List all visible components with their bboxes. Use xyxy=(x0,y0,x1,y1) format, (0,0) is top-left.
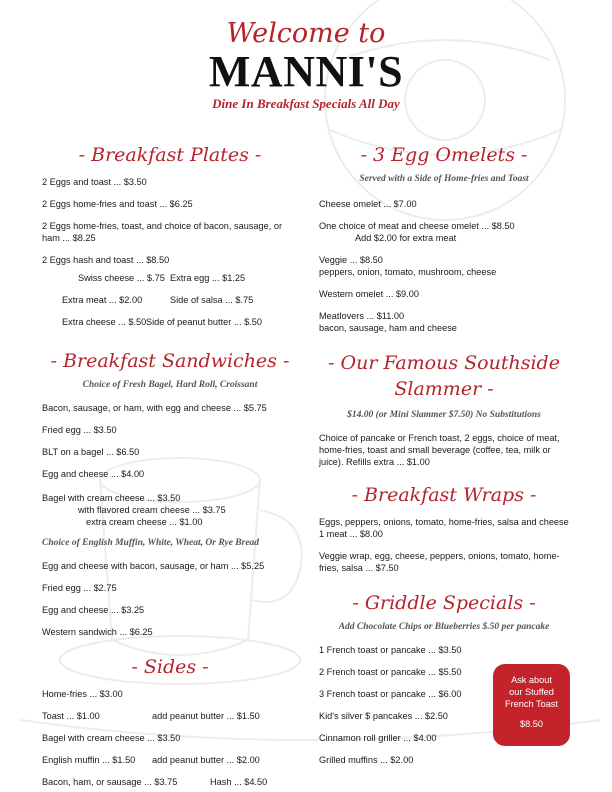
sides-row xyxy=(42,754,298,766)
callout-price: $8.50 xyxy=(520,719,543,729)
menu-item: Bagel with cream cheese ... $3.50 xyxy=(42,733,181,743)
menu-item xyxy=(180,732,298,744)
menu-item: Fried egg ... $2.75 xyxy=(42,583,117,593)
addon-item: Side of peanut butter ... $.50 xyxy=(146,317,262,327)
menu-item: 1 French toast or pancake ... $3.50 xyxy=(319,645,462,655)
addon-row xyxy=(42,316,298,328)
addon-item: Extra egg ... $1.25 xyxy=(170,273,246,283)
menu-item: Grilled muffins ... $2.00 xyxy=(319,755,414,765)
section-subtitle: Served with a Side of Home-fries and Toast xyxy=(359,174,529,184)
menu-item: Cheese omelet ... $7.00 xyxy=(319,199,417,209)
addon-item: Side of salsa ... $.75 xyxy=(170,295,254,305)
menu-item: Western sandwich ... $6.25 xyxy=(42,627,153,637)
addon-item: Extra cheese ... $.50 xyxy=(62,317,147,327)
menu-item: 2 Eggs and toast ... $3.50 xyxy=(42,177,147,187)
menu-item: English muffin ... $1.50 xyxy=(42,755,136,765)
sides-row xyxy=(42,688,298,700)
stuffed-french-toast-callout xyxy=(493,664,570,746)
menu-item-description: Choice of pancake or French toast, 2 eggs, choice of meat, home-fries, toast and small beverage (coffee, tea, milk or juice). Refills extra ... $1.00 xyxy=(319,433,560,467)
menu-item xyxy=(170,688,298,700)
menu-item: Cinnamon roll griller ... $4.00 xyxy=(319,733,437,743)
menu-item-note: peppers, onion, tomato, mushroom, cheese xyxy=(319,267,497,277)
menu-item: Western omelet ... $9.00 xyxy=(319,289,419,299)
tagline: Dine In Breakfast Specials All Day xyxy=(212,96,400,111)
menu-item: Home-fries ... $3.00 xyxy=(42,689,123,699)
callout-line: French Toast xyxy=(505,699,558,709)
restaurant-name: MANNI'S xyxy=(208,47,404,96)
menu-item: Egg and cheese ... $3.25 xyxy=(42,605,145,615)
menu-item: Fried egg ... $3.50 xyxy=(42,425,117,435)
breakfast-plates-title: - Breakfast Plates - xyxy=(78,144,262,166)
wraps-title: - Breakfast Wraps - xyxy=(351,484,537,506)
callout-line: Ask about xyxy=(511,675,552,685)
menu-item: 2 Eggs home-fries, toast, and choice of bacon, sausage, or ham ... $8.25 xyxy=(42,221,283,243)
menu-item: Bagel with cream cheese ... $3.50 xyxy=(42,493,181,503)
menu-item-option: extra cream cheese ... $1.00 xyxy=(86,517,203,527)
section-subtitle: Choice of English Muffin, White, Wheat, Or Rye Bread xyxy=(42,538,260,548)
omelets-title: - 3 Egg Omelets - xyxy=(360,144,528,166)
menu-item: add peanut butter ... $2.00 xyxy=(152,755,260,765)
addon-row xyxy=(42,294,298,306)
addon-item: Swiss cheese ... $.75 xyxy=(78,273,165,283)
menu-item: Veggie wrap, egg, cheese, peppers, onions, tomato, home-fries, salsa ... $7.50 xyxy=(319,551,560,573)
left-column xyxy=(42,142,298,788)
menu-item: Bacon, sausage, or ham, with egg and cheese ... $5.75 xyxy=(42,403,267,413)
menu-item: 2 Eggs home-fries and toast ... $6.25 xyxy=(42,199,193,209)
welcome-heading: Welcome to xyxy=(226,18,386,49)
menu-item: Toast ... $1.00 xyxy=(42,711,100,721)
menu-item: Eggs, peppers, onions, tomato, home-fries, salsa and cheese 1 meat ... $8.00 xyxy=(319,517,569,539)
menu-item: Bacon, ham, or sausage ... $3.75 xyxy=(42,777,178,787)
menu-item: 3 French toast or pancake ... $6.00 xyxy=(319,689,462,699)
callout-line: our Stuffed xyxy=(509,687,554,697)
menu-item: Veggie ... $8.50 xyxy=(319,255,383,265)
sides-title: - Sides - xyxy=(131,656,209,678)
menu-item: One choice of meat and cheese omelet ... $8.50 xyxy=(319,221,515,231)
breakfast-sandwiches-title: - Breakfast Sandwiches - xyxy=(50,350,290,372)
slammer-title xyxy=(319,350,569,402)
sides-row xyxy=(42,710,298,722)
menu-item: Egg and cheese ... $4.00 xyxy=(42,469,145,479)
menu-item: BLT on a bagel ... $6.50 xyxy=(42,447,140,457)
section-subtitle: Add Chocolate Chips or Blueberries $.50 per pancake xyxy=(338,622,550,632)
menu-item: Hash ... $4.50 xyxy=(210,777,268,787)
slammer-title-line: - Our Famous Southside xyxy=(328,352,560,374)
menu-item: 2 Eggs hash and toast ... $8.50 xyxy=(42,255,170,265)
section-subtitle: Choice of Fresh Bagel, Hard Roll, Croissant xyxy=(82,380,258,390)
menu-item: 2 French toast or pancake ... $5.50 xyxy=(319,667,462,677)
menu-item: Egg and cheese with bacon, sausage, or ham ... $5.25 xyxy=(42,561,265,571)
sides-row xyxy=(42,776,298,788)
addon-item: Extra meat ... $2.00 xyxy=(62,295,143,305)
addon-row xyxy=(42,272,298,284)
griddle-title: - Griddle Specials - xyxy=(352,592,536,614)
sides-row xyxy=(42,732,298,744)
menu-item: Kid's silver $ pancakes ... $2.50 xyxy=(319,711,448,721)
menu-item: Meatlovers ... $11.00 xyxy=(319,311,405,321)
menu-item-option: with flavored cream cheese ... $3.75 xyxy=(78,505,226,515)
slammer-title-line: Slammer - xyxy=(394,378,494,400)
section-subtitle: $14.00 (or Mini Slammer $7.50) No Substitutions xyxy=(347,410,541,420)
menu-item: add peanut butter ... $1.50 xyxy=(152,711,260,721)
menu-item-note: Add $2.00 for extra meat xyxy=(355,233,457,243)
menu-item-note: bacon, sausage, ham and cheese xyxy=(319,323,457,333)
